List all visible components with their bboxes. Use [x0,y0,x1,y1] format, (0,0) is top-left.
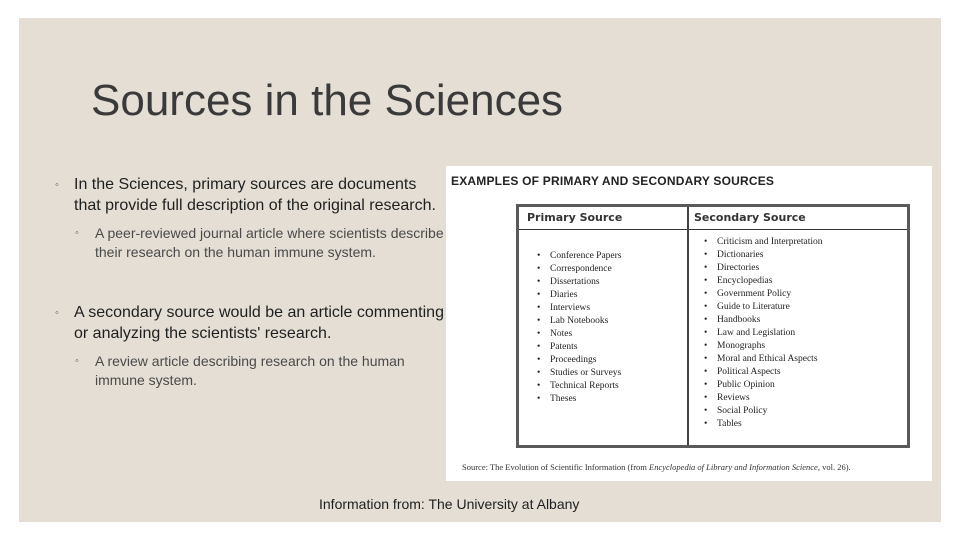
list-item: • Guide to Literature [701,301,823,314]
table-header [519,207,907,230]
list-item: • Encyclopedias [701,275,823,288]
attribution-footer: Information from: The University at Albany [319,496,580,512]
list-item: • Social Policy [701,405,823,418]
list-item: • Technical Reports [534,380,621,393]
sources-figure [446,166,932,481]
source-italic: Encyclopedia of Library and Information Science [649,462,818,472]
list-item: • Directories [701,262,823,275]
bullet-marker: ◦ [55,179,59,191]
sub-bullet-text: A review article describing research on the human immune system. [95,353,405,388]
primary-source-list [534,250,621,406]
bullet-text: In the Sciences, primary sources are documents that provide full description of the original research. [74,176,436,214]
list-item: • Dictionaries [701,249,823,262]
list-item: • Public Opinion [701,379,823,392]
list-item: • Monographs [701,340,823,353]
bullet-marker: ◦ [55,307,59,319]
bullet-list [55,174,445,390]
source-suffix: , vol. 26). [817,462,851,472]
list-item: • Patents [534,341,621,354]
list-item: • Criticism and Interpretation [701,236,823,249]
column-divider [687,207,689,445]
list-item: • Notes [534,328,621,341]
source-prefix: Source: The Evolution of Scientific Information (from [462,462,650,472]
list-item: • Political Aspects [701,366,823,379]
sources-table [516,204,910,448]
bullet-marker: ◦ [75,355,79,367]
sub-bullet-secondary-example [55,352,445,390]
list-item: • Government Policy [701,288,823,301]
list-item: • Law and Legislation [701,327,823,340]
list-item: • Dissertations [534,276,621,289]
list-item: • Theses [534,393,621,406]
list-item: • Moral and Ethical Aspects [701,353,823,366]
list-item: • Tables [701,418,823,431]
list-item: • Studies or Surveys [534,367,621,380]
secondary-source-list [701,236,823,431]
list-item: • Diaries [534,289,621,302]
figure-title: EXAMPLES OF PRIMARY AND SECONDARY SOURCES [451,174,775,188]
sub-bullet-primary-example [55,224,445,262]
list-item: • Handbooks [701,314,823,327]
bullet-primary [55,174,445,216]
slide-title: Sources in the Sciences [91,76,564,125]
list-item: • Lab Notebooks [534,315,621,328]
slide [19,18,941,522]
secondary-source-header: Secondary Source [694,211,806,224]
bullet-marker: ◦ [75,227,79,239]
primary-source-header: Primary Source [527,211,623,224]
list-item: • Reviews [701,392,823,405]
list-item: • Interviews [534,302,621,315]
sub-bullet-text: A peer-reviewed journal article where scientists describe their research on the human immune system. [95,225,444,260]
figure-source-caption [462,462,851,472]
bullet-secondary [55,302,445,344]
bullet-text: A secondary source would be an article commenting or analyzing the scientists' research. [74,304,444,342]
list-item: • Conference Papers [534,250,621,263]
list-item: • Proceedings [534,354,621,367]
list-item: • Correspondence [534,263,621,276]
